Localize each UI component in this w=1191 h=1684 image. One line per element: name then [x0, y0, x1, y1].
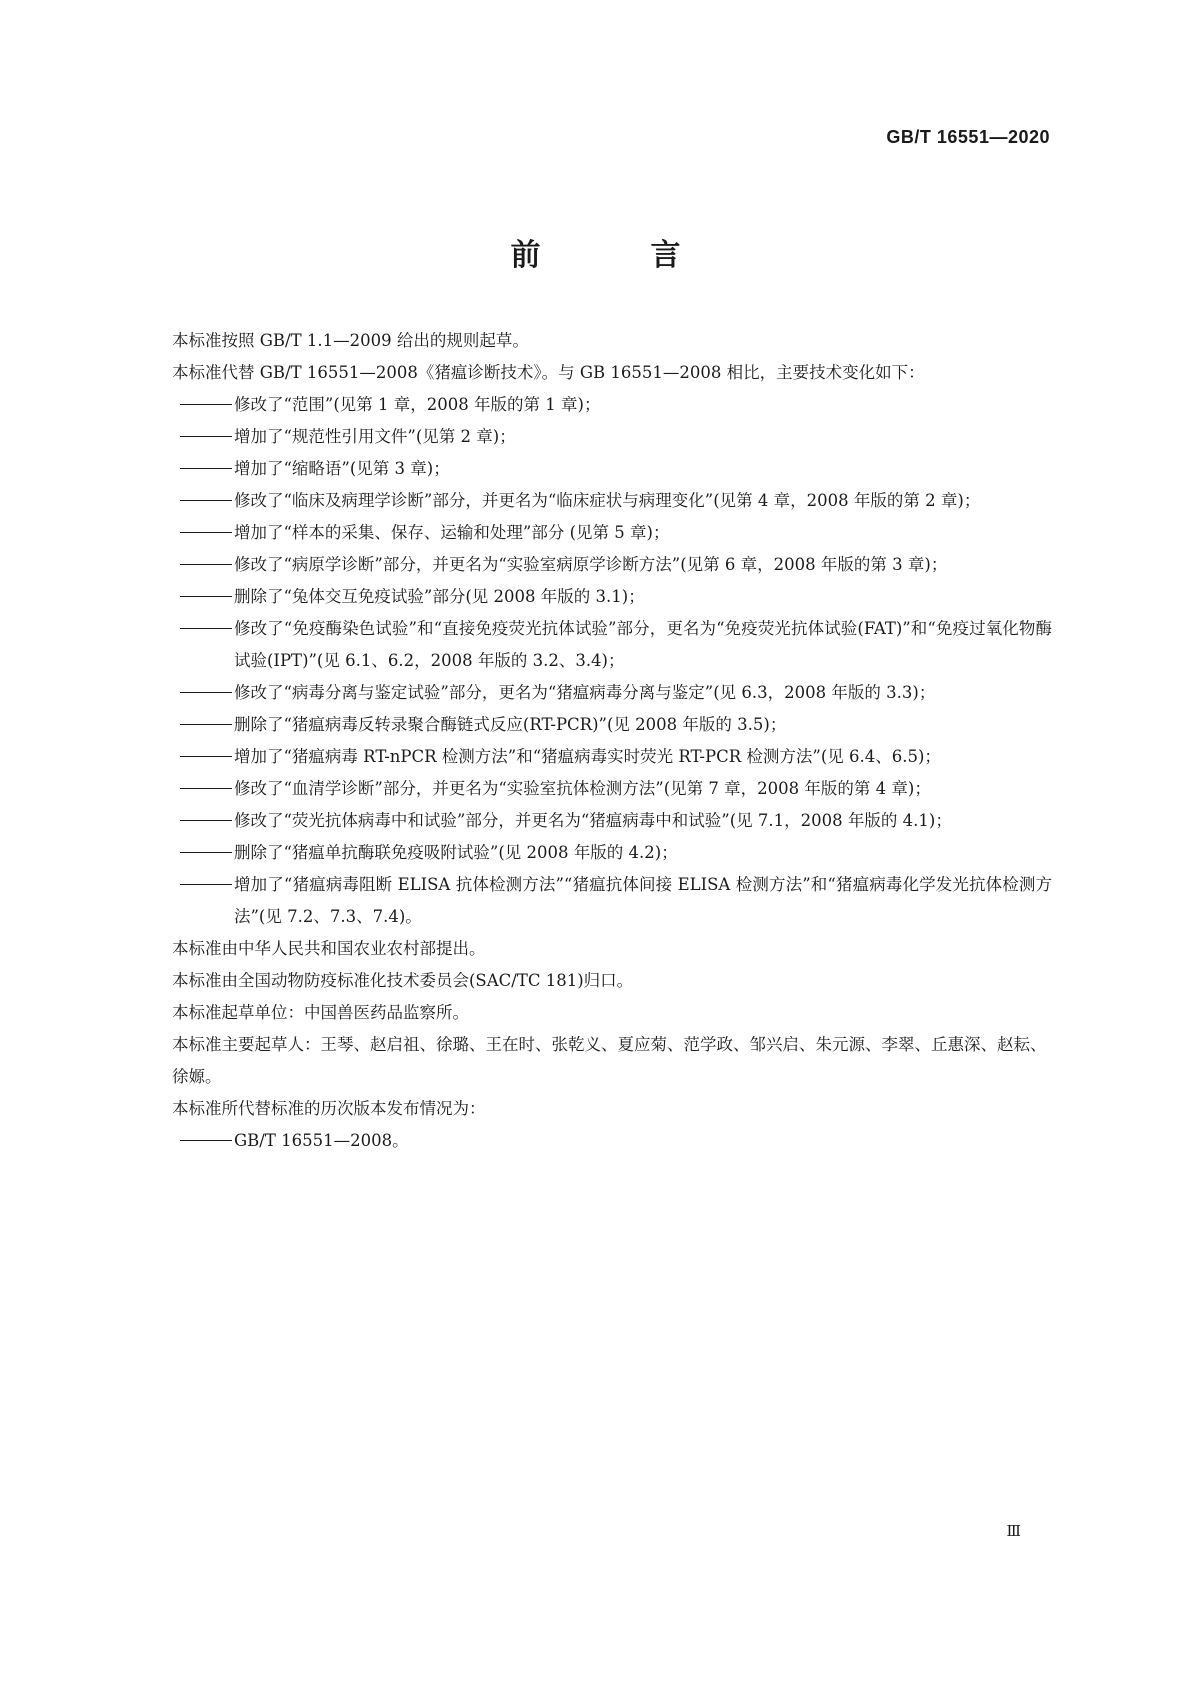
dash-marker [180, 468, 232, 469]
list-item [172, 421, 1052, 453]
list-item-text: 增加了“猪瘟病毒 RT-nPCR 检测方法”和“猪瘟病毒实时荧光 RT-PCR 检测方法”(见 6.4、6.5)； [234, 747, 941, 766]
list-item [172, 549, 1052, 581]
page-number: Ⅲ [1006, 1522, 1021, 1540]
dash-marker [180, 1140, 232, 1141]
dash-marker [180, 756, 232, 757]
list-item-text: 删除了“猪瘟单抗酶联免疫吸附试验”(见 2008 年版的 4.2)； [234, 843, 678, 862]
dash-marker [180, 436, 232, 437]
list-item [172, 1125, 1052, 1157]
paragraph-proposer: 本标准由中华人民共和国农业农村部提出。 [172, 939, 486, 958]
list-item [172, 389, 1052, 421]
dash-marker [180, 628, 232, 629]
list-item-text: 修改了“临床及病理学诊断”部分，并更名为“临床症状与病理变化”(见第 4 章，2008 年版的第 2 章)； [234, 491, 981, 510]
dash-marker [180, 788, 232, 789]
foreword-body [172, 325, 1052, 1157]
list-item [172, 517, 1052, 549]
paragraph-drafting-rules: 本标准按照 GB/T 1.1—2009 给出的规则起草。 [172, 331, 529, 350]
list-item [172, 613, 1052, 677]
list-item [172, 581, 1052, 613]
list-item-text: 修改了“荧光抗体病毒中和试验”部分，并更名为“猪瘟病毒中和试验”(见 7.1，2008 年版的 4.1)； [234, 811, 952, 830]
standard-code: GB/T 16551—2020 [886, 127, 1050, 147]
paragraph-drafters: 本标准主要起草人：王琴、赵启祖、徐璐、王在时、张乾义、夏应菊、范学政、邹兴启、朱元源、李翠、丘惠深、赵耘、徐嫄。 [172, 1035, 1047, 1086]
list-item-text: 修改了“病原学诊断”部分，并更名为“实验室病原学诊断方法”(见第 6 章，2008 年版的第 3 章)； [234, 555, 948, 574]
list-item-text: 增加了“规范性引用文件”(见第 2 章)； [234, 427, 516, 446]
paragraph-drafting-unit: 本标准起草单位：中国兽医药品监察所。 [172, 1003, 469, 1022]
list-item [172, 709, 1052, 741]
changes-list [172, 389, 1052, 933]
dash-marker [180, 500, 232, 501]
paragraph-committee: 本标准由全国动物防疫标准化技术委员会(SAC/TC 181)归口。 [172, 971, 634, 990]
paragraph-history-intro: 本标准所代替标准的历次版本发布情况为： [172, 1099, 486, 1118]
paragraph-replacement: 本标准代替 GB/T 16551—2008《猪瘟诊断技术》。与 GB 16551—2008 相比，主要技术变化如下： [172, 363, 925, 382]
list-item-text: 修改了“范围”(见第 1 章，2008 年版的第 1 章)； [234, 395, 601, 414]
dash-marker [180, 404, 232, 405]
list-item [172, 805, 1052, 837]
history-list [172, 1125, 1052, 1157]
dash-marker [180, 884, 232, 885]
page-title: 前 言 [510, 238, 721, 273]
list-item [172, 837, 1052, 869]
list-item-text: 删除了“兔体交互免疫试验”部分(见 2008 年版的 3.1)； [234, 587, 645, 606]
list-item [172, 869, 1052, 933]
list-item-text: 修改了“免疫酶染色试验”和“直接免疫荧光抗体试验”部分，更名为“免疫荧光抗体试验(FAT)”和“免疫过氧化物酶试验(IPT)”(见 6.1、6.2，2008 年版的 3.2、3.4)； [234, 619, 1052, 670]
dash-marker [180, 852, 232, 853]
dash-marker [180, 596, 232, 597]
dash-marker [180, 724, 232, 725]
list-item [172, 485, 1052, 517]
list-item-text: GB/T 16551—2008。 [234, 1131, 409, 1150]
list-item [172, 773, 1052, 805]
list-item-text: 增加了“样本的采集、保存、运输和处理”部分 (见第 5 章)； [234, 523, 670, 542]
list-item [172, 677, 1052, 709]
list-item-text: 修改了“血清学诊断”部分，并更名为“实验室抗体检测方法”(见第 7 章，2008 年版的第 4 章)； [234, 779, 931, 798]
dash-marker [180, 564, 232, 565]
dash-marker [180, 692, 232, 693]
list-item [172, 741, 1052, 773]
dash-marker [180, 820, 232, 821]
list-item-text: 修改了“病毒分离与鉴定试验”部分，更名为“猪瘟病毒分离与鉴定”(见 6.3，2008 年版的 3.3)； [234, 683, 936, 702]
list-item-text: 增加了“猪瘟病毒阻断 ELISA 抗体检测方法”“猪瘟抗体间接 ELISA 检测方法”和“猪瘟病毒化学发光抗体检测方法”(见 7.2、7.3、7.4)。 [234, 875, 1052, 926]
dash-marker [180, 532, 232, 533]
list-item-text: 增加了“缩略语”(见第 3 章)； [234, 459, 450, 478]
list-item-text: 删除了“猪瘟病毒反转录聚合酶链式反应(RT-PCR)”(见 2008 年版的 3.5)； [234, 715, 787, 734]
list-item [172, 453, 1052, 485]
